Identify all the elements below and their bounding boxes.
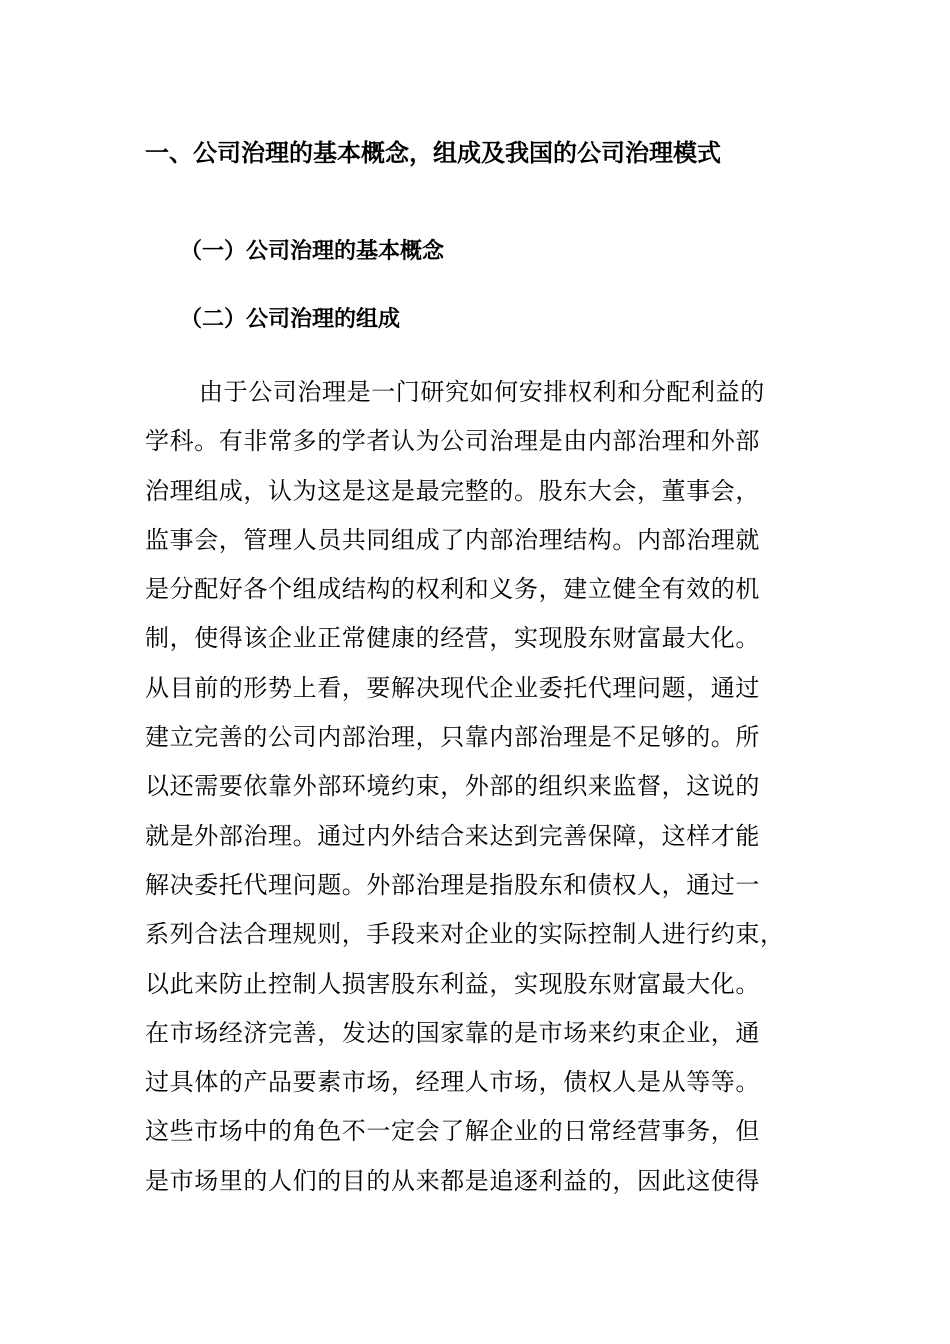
paragraph-line: 这些市场中的角色不一定会了解企业的日常经营事务，但 [145, 1117, 760, 1146]
paragraph-line: 从目前的形势上看，要解决现代企业委托代理问题，通过 [145, 673, 760, 702]
paragraph-line: 系列合法合理规则，手段来对企业的实际控制人进行约束， [145, 920, 785, 949]
paragraph-line: 制，使得该企业正常健康的经营，实现股东财富最大化。 [145, 624, 760, 653]
subheading-basic-concept: （一）公司治理的基本概念 [180, 239, 445, 264]
paragraph-line: 过具体的产品要素市场，经理人市场，债权人是从等等。 [145, 1068, 760, 1097]
paragraph-line: 是分配好各个组成结构的权利和义务，建立健全有效的机 [145, 575, 760, 604]
paragraph-line: 学科。有非常多的学者认为公司治理是由内部治理和外部 [145, 427, 760, 456]
paragraph-line: 由于公司治理是一门研究如何安排权利和分配利益的 [199, 378, 765, 406]
paragraph-line: 解决委托代理问题。外部治理是指股东和债权人，通过一 [145, 870, 760, 899]
paragraph-line: 监事会，管理人员共同组成了内部治理结构。内部治理就 [145, 525, 760, 554]
paragraph-line: 是市场里的人们的目的从来都是追逐利益的，因此这使得 [145, 1166, 760, 1195]
section-heading: 一、公司治理的基本概念，组成及我国的公司治理模式 [145, 139, 721, 167]
paragraph-line: 就是外部治理。通过内外结合来达到完善保障，这样才能 [145, 821, 760, 850]
body-paragraph [145, 368, 795, 1206]
subheading-composition: （二）公司治理的组成 [180, 307, 401, 332]
paragraph-line: 治理组成，认为这是这是最完整的。股东大会，董事会， [145, 476, 760, 505]
paragraph-line: 在市场经济完善，发达的国家靠的是市场来约束企业，通 [145, 1018, 760, 1047]
paragraph-line: 以还需要依靠外部环境约束，外部的组织来监督，这说的 [145, 772, 760, 801]
paragraph-line: 以此来防止控制人损害股东利益，实现股东财富最大化。 [145, 969, 760, 998]
paragraph-line: 建立完善的公司内部治理，只靠内部治理是不足够的。所 [145, 723, 760, 752]
